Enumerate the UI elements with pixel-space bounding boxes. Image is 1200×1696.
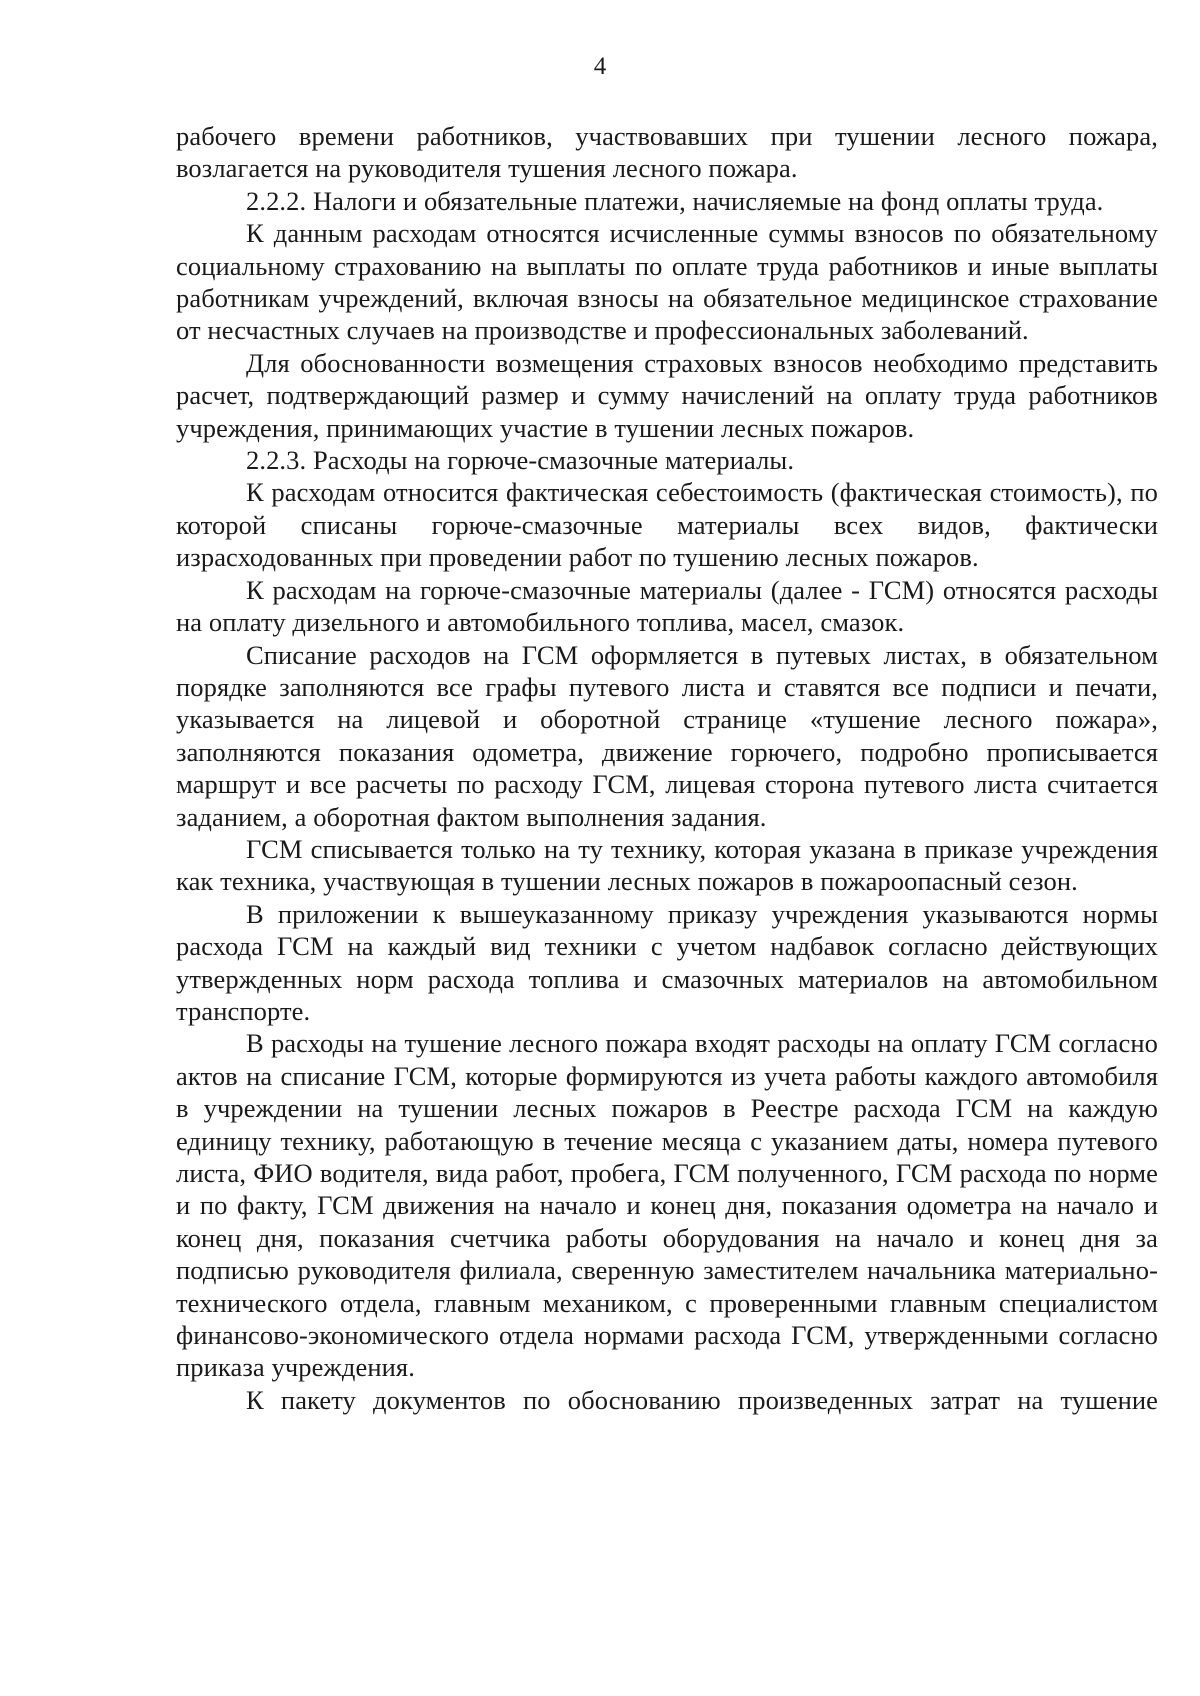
paragraph-insurance-contributions: К данным расходам относятся исчисленные суммы взносов по обязательному социальному страхованию на выплаты по оплате труда работников и иные выплаты работникам учреждений, включая взносы на обязательное медицинское страхование от несчастных случаев на производстве и профессиональных заболеваний. (176, 218, 1158, 346)
paragraph-fuel-definition: К расходам на горюче-смазочные материалы (далее - ГСМ) относятся расходы на оплату дизельного и автомобильного топлива, масел, смазок. (176, 574, 1158, 638)
paragraph-fuel-cost: К расходам относится фактическая себестоимость (фактическая стоимость), по которой списаны горюче-смазочные материалы всех видов, фактически израсходованных при проведении работ по тушению лесных пожаров. (176, 477, 1158, 573)
paragraph-continuation: рабочего времени работников, участвовавших при тушении лесного пожара, возлагается на руководителя тушения лесного пожара. (176, 121, 1158, 184)
section-heading-2-2-3: 2.2.3. Расходы на горюче-смазочные материалы. (246, 445, 795, 476)
paragraph-fuel-register: В расходы на тушение лесного пожара входят расходы на оплату ГСМ согласно актов на списание ГСМ, которые формируются из учета работы каждого автомобиля в учреждении на тушении лесных пожаров в Реестре расхода ГСМ на каждую единицу технику, работающую в течение месяца с указанием даты, номера путевого листа, ФИО водителя, вида работ, пробега, ГСМ полученного, ГСМ расхода по норме и по факту, ГСМ движения на начало и конец дня, показания одометра на начало и конец дня, показания счетчика работы оборудования на начало и конец дня за подписью руководителя филиала, сверенную заместителем начальника материально-технического отдела, главным механиком, с проверенными главным специалистом финансово-экономического отдела нормами расхода ГСМ, утвержденными согласно приказа учреждения. (176, 1028, 1158, 1383)
section-heading-2-2-2: 2.2.2. Налоги и обязательные платежи, начисляемые на фонд оплаты труда. (246, 185, 1104, 216)
paragraph-document-package: К пакету документов по обоснованию произведенных затрат на тушение (246, 1384, 1158, 1415)
paragraph-waybill-writeoff: Списание расходов на ГСМ оформляется в путевых листах, в обязательном порядке заполняются все графы путевого листа и ставятся все подписи и печати, указывается на лицевой и оборотной странице «тушение лесного пожара», заполняются показания одометра, движение горючего, подробно прописывается маршрут и все расчеты по расходу ГСМ, лицевая сторона путевого листа считается заданием, а оборотная фактом выполнения задания. (176, 639, 1158, 832)
document-body (176, 120, 1158, 1416)
paragraph-fuel-equipment: ГСМ списывается только на ту технику, которая указана в приказе учреждения как техника, участвующая в тушении лесных пожаров в пожароопасный сезон. (176, 833, 1158, 897)
paragraph-insurance-justification: Для обоснованности возмещения страховых взносов необходимо представить расчет, подтверждающий размер и сумму начислений на оплату труда работников учреждения, принимающих участие в тушении лесных пожаров. (176, 347, 1158, 443)
paragraph-fuel-norms: В приложении к вышеуказанному приказу учреждения указываются нормы расхода ГСМ на каждый вид техники с учетом надбавок согласно действующих утвержденных норм расхода топлива и смазочных материалов на автомобильном транспорте. (176, 898, 1158, 1026)
page-number: 4 (593, 53, 607, 80)
